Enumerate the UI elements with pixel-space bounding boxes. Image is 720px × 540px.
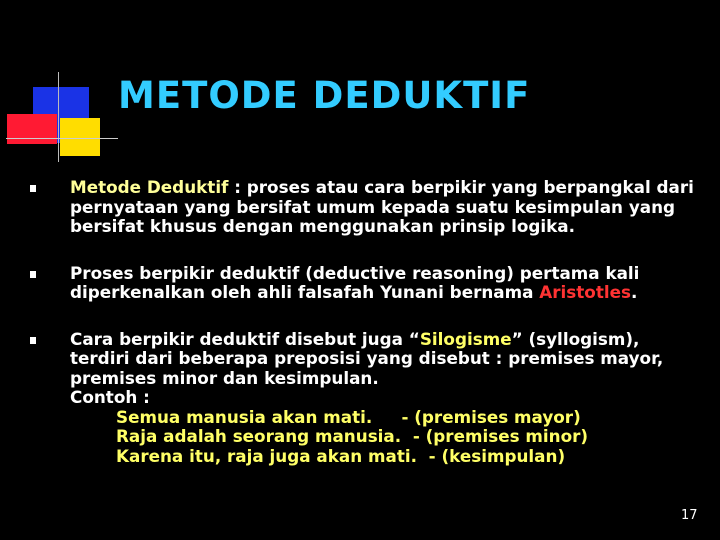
decor-horizontal-line [6, 138, 118, 139]
bullet-square-icon [30, 337, 36, 344]
bullet-square-icon [30, 271, 36, 278]
page-number: 17 [681, 508, 698, 523]
decor-yellow-square [60, 118, 100, 156]
highlight-silogisme: Silogisme [419, 328, 512, 349]
definition-text: : proses atau cara berpikir yang berpangkal dari pernyataan yang bersifat umum kepada suatu kesimpulan yang bersifat khusus dengan menggunakan prinsip logika. [70, 177, 694, 236]
slide-content [30, 178, 696, 466]
bullet-syllogism [30, 330, 696, 467]
decor-red-square [7, 114, 57, 144]
example-line: Raja adalah seorang manusia. - (premises minor) [116, 426, 589, 446]
example-line: Semua manusia akan mati. - (premises mayor) [116, 406, 581, 427]
syllogism-text-end: ” (syllogism), terdiri dari beberapa preposisi yang disebut : premises mayor, premises minor dan kesimpulan. [70, 328, 664, 388]
term-metode-deduktif: Metode Deduktif [70, 177, 229, 197]
bullet-history [30, 264, 696, 303]
highlight-aristotles: Aristotles [539, 282, 631, 302]
history-text: Proses berpikir deduktif (deductive reasoning) pertama kali diperkenalkan oleh ahli falsafah Yunani bernama [70, 262, 640, 302]
decor-vertical-line [58, 72, 59, 162]
example-line: Karena itu, raja juga akan mati. - (kesimpulan) [116, 445, 566, 466]
bullet-square-icon [30, 185, 36, 192]
syllogism-text: Cara berpikir deduktif disebut juga “ [70, 328, 420, 349]
example-label: Contoh : [70, 387, 150, 407]
history-text-end: . [630, 282, 638, 302]
slide-title: METODE DEDUKTIF [118, 74, 531, 117]
bullet-definition [30, 178, 696, 237]
